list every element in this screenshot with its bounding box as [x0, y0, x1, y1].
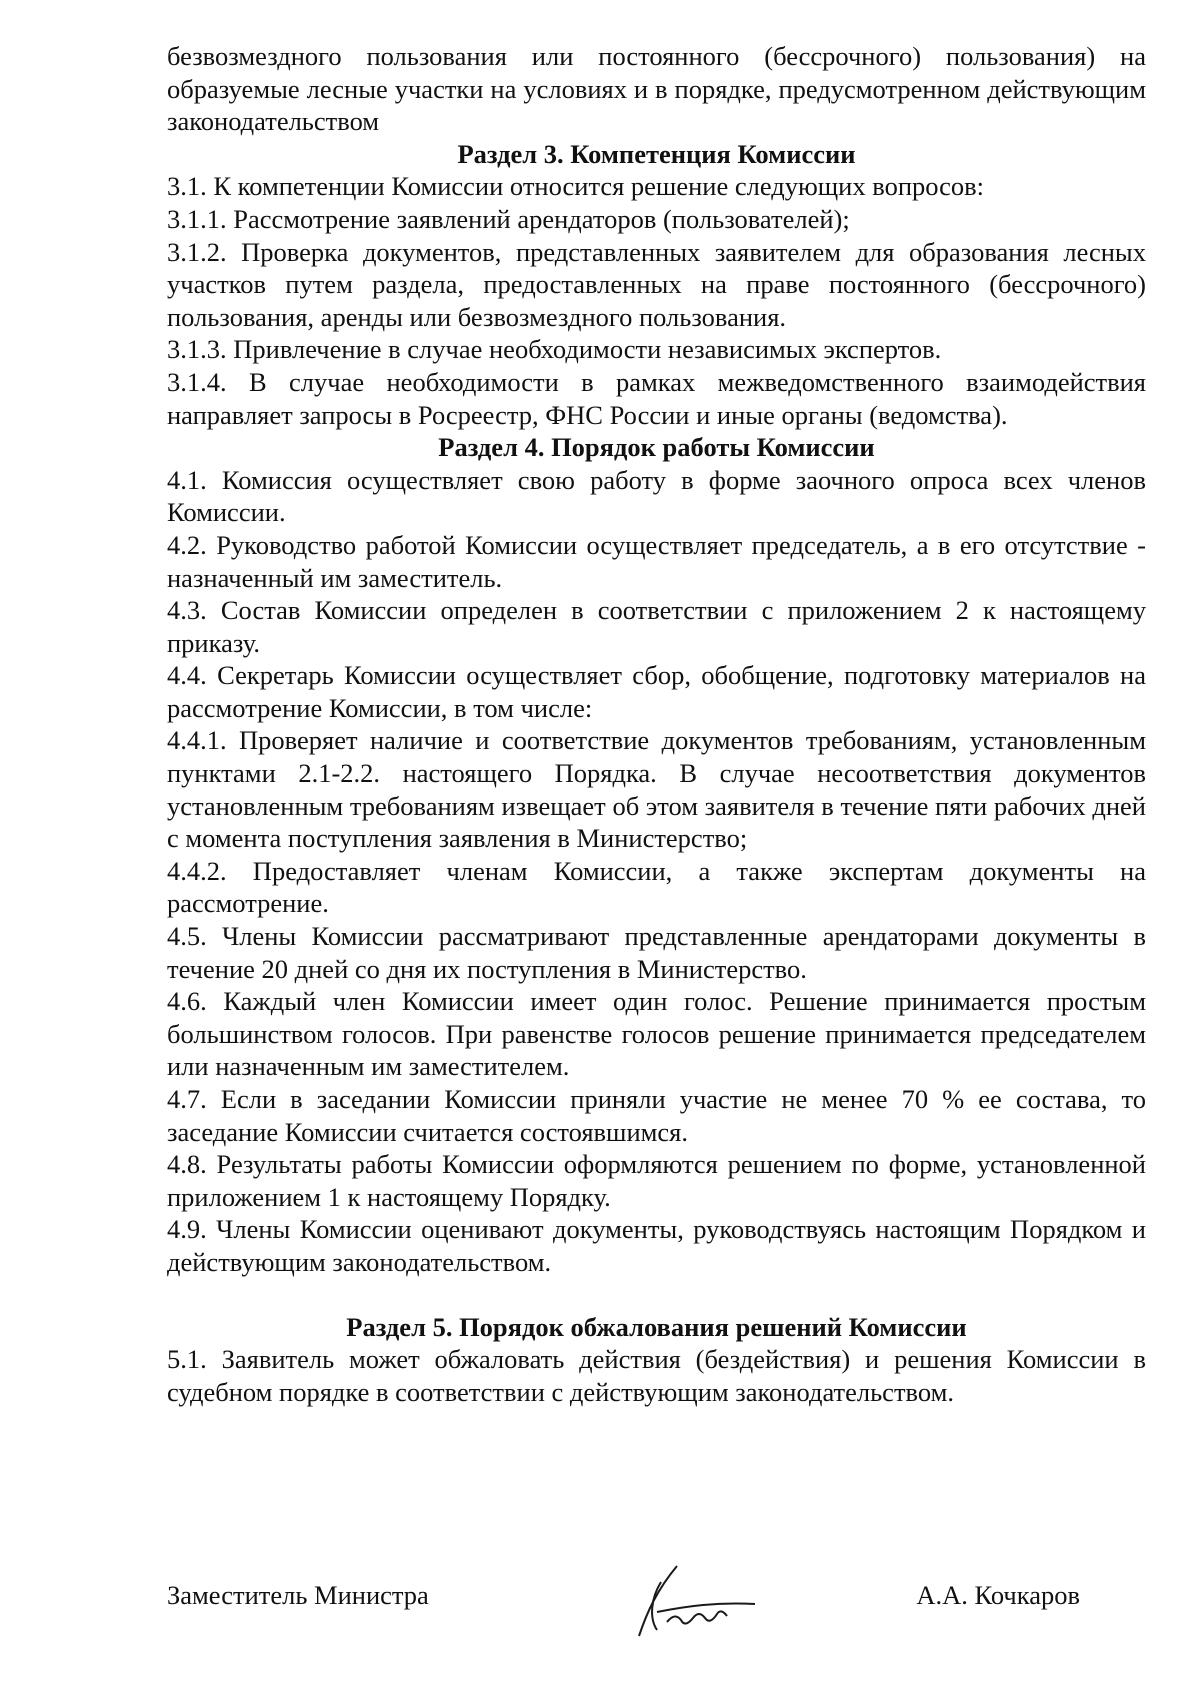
clause-3-1-2: 3.1.2. Проверка документов, представленных заявителем для образования лесных участков путем раздела, предоставленных на праве постоянного (бессрочного) пользования, аренды или безвозмездного пользования. — [167, 236, 1146, 332]
clause-4-9: 4.9. Члены Комиссии оценивают документы, руководствуясь настоящим Порядком и действующим законодательством. — [167, 1214, 1146, 1277]
document-body — [167, 40, 1146, 1408]
signature-block — [167, 1552, 1080, 1642]
clause-4-8: 4.8. Результаты работы Комиссии оформляются решением по форме, установленной приложением 1 к настоящему Порядку. — [167, 1149, 1146, 1212]
clause-5-1: 5.1. Заявитель может обжаловать действия (бездействия) и решения Комиссии в судебном порядке в соответствии с действующим законодательством. — [167, 1344, 1146, 1407]
clause-4-3: 4.3. Состав Комиссии определен в соответствии с приложением 2 к настоящему приказу. — [167, 595, 1146, 658]
clause-4-2: 4.2. Руководство работой Комиссии осуществляет председатель, а в его отсутствие - назначенный им заместитель. — [167, 529, 1146, 593]
clause-3-1-4: 3.1.4. В случае необходимости в рамках межведомственного взаимодействия направляет запросы в Росреестр, ФНС России и иные органы (ведомства). — [167, 366, 1146, 430]
intro-paragraph: безвозмездного пользования или постоянного (бессрочного) пользования) на образуемые лесные участки на условиях и в порядке, предусмотренном действующим законодательством — [167, 41, 1146, 137]
clause-4-4: 4.4. Секретарь Комиссии осуществляет сбор, обобщение, подготовку материалов на рассмотрение Комиссии, в том числе: — [167, 660, 1146, 723]
handwritten-signature — [617, 1552, 767, 1642]
clause-4-6: 4.6. Каждый член Комиссии имеет один голос. Решение принимается простым большинством голосов. При равенстве голосов решение принимается председателем или назначенным им заместителем. — [167, 986, 1146, 1082]
section-3-heading: Раздел 3. Компетенция Комиссии — [457, 138, 856, 169]
signatory-title: Заместитель Министра — [167, 1580, 429, 1610]
clause-4-4-1: 4.4.1. Проверяет наличие и соответствие документов требованиям, установленным пунктами 2.1-2.2. настоящего Порядка. В случае несоответствия документов установленным требованиям извещает об этом заявителя в течение пяти рабочих дней с момента поступления заявления в Министерство; — [167, 725, 1146, 854]
clause-4-1: 4.1. Комиссия осуществляет свою работу в форме заочного опроса всех членов Комиссии. — [167, 464, 1146, 528]
section-5-heading: Раздел 5. Порядок обжалования решений Комиссии — [346, 1311, 967, 1342]
clause-3-1-1: 3.1.1. Рассмотрение заявлений арендаторов (пользователей); — [167, 203, 850, 234]
section-4-heading: Раздел 4. Порядок работы Комиссии — [438, 432, 875, 463]
signatory-name: А.А. Кочкаров — [916, 1580, 1080, 1610]
clause-4-4-2: 4.4.2. Предоставляет членам Комиссии, а также экспертам документы на рассмотрение. — [167, 855, 1146, 919]
clause-4-7: 4.7. Если в заседании Комиссии приняли участие не менее 70 % ее состава, то заседание Комиссии считается состоявшимся. — [167, 1084, 1146, 1147]
clause-3-1-3: 3.1.3. Привлечение в случае необходимости независимых экспертов. — [167, 334, 942, 365]
clause-3-1: 3.1. К компетенции Комиссии относится решение следующих вопросов: — [167, 171, 985, 202]
clause-4-5: 4.5. Члены Комиссии рассматривают представленные арендаторами документы в течение 20 дней со дня их поступления в Министерство. — [167, 921, 1146, 984]
